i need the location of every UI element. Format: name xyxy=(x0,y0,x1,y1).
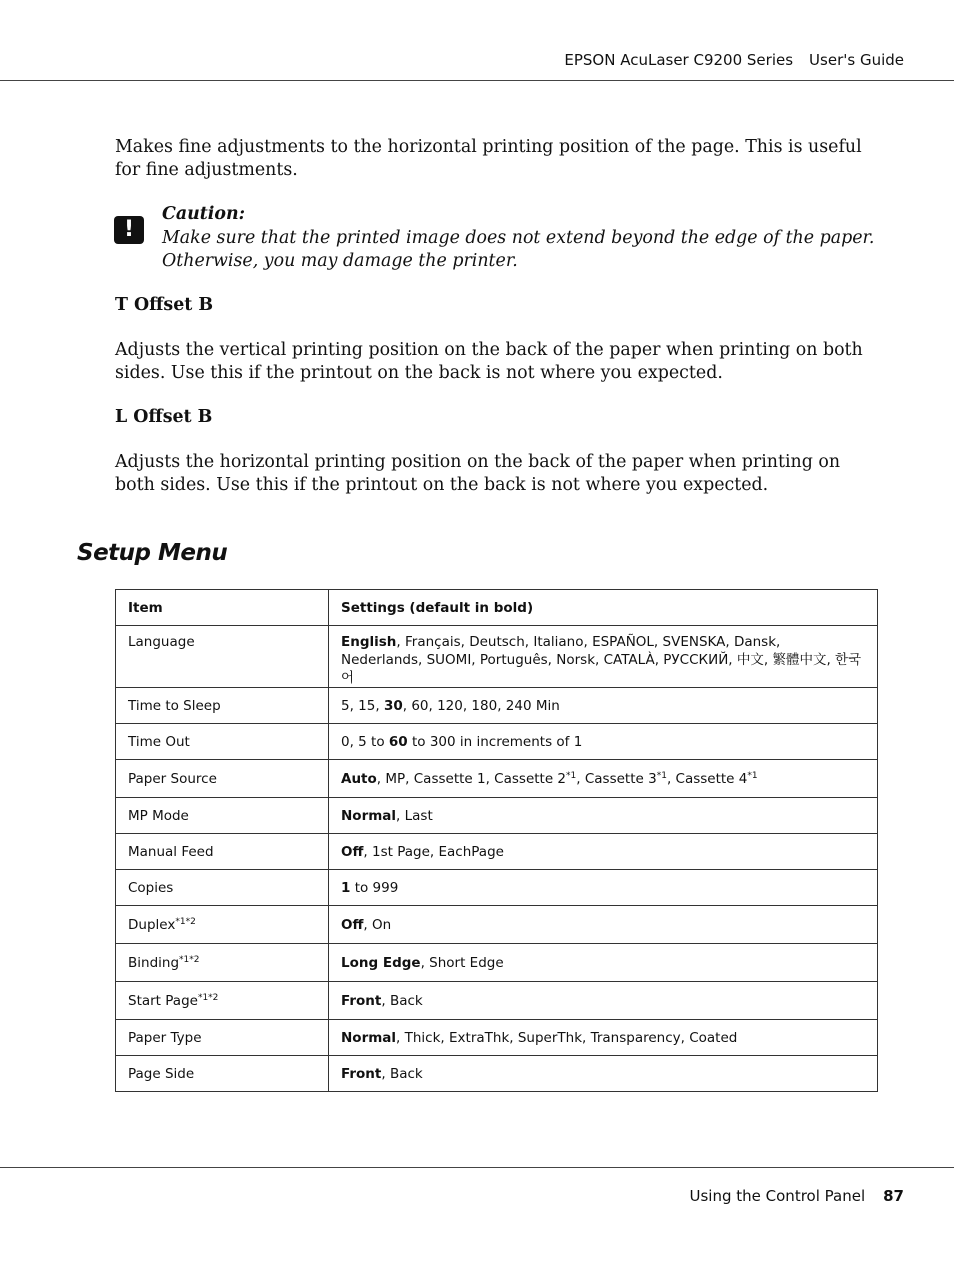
settings-cell xyxy=(329,724,878,760)
header-item: Item xyxy=(116,590,329,626)
default-value: 60 xyxy=(388,733,408,750)
other-values: , MP, Cassette 1, Cassette 2 xyxy=(376,770,567,787)
other-values: , Last xyxy=(396,807,433,824)
item-cell: Paper Type xyxy=(116,1020,329,1056)
table-row xyxy=(116,1056,878,1092)
other-values: , On xyxy=(363,916,392,933)
settings-cell xyxy=(329,760,878,798)
l-offset-b-text: Adjusts the horizontal printing position on the back of the paper when printing on both sides. Use this if the printout on the back is not where you expected. xyxy=(115,452,841,495)
other-values: , Short Edge xyxy=(420,954,504,971)
table-row xyxy=(116,982,878,1020)
footnote-marker: *1*2 xyxy=(197,992,219,1003)
item-cell xyxy=(116,982,329,1020)
settings-cell xyxy=(329,626,878,688)
other-values: , Français, Deutsch, Italiano, ESPAÑOL, SVENSKA, Dansk, Nederlands, SUOMI, Português, Norsk, CATALÀ, РУССКИЙ, 中文, 繁體中文, 한국어 xyxy=(341,634,862,686)
other-values: , Cassette 4 xyxy=(666,770,748,787)
table-row xyxy=(116,760,878,798)
caution-title: Caution: xyxy=(162,204,246,224)
item-cell xyxy=(116,906,329,944)
footer-rule xyxy=(0,1167,954,1168)
default-value: Long Edge xyxy=(341,954,421,971)
settings-cell xyxy=(329,1020,878,1056)
footnote-marker: *1*2 xyxy=(179,954,200,965)
header-guide: User's Guide xyxy=(809,51,904,69)
item-cell: Manual Feed xyxy=(116,834,329,870)
default-value: 1 xyxy=(341,879,351,896)
table-row xyxy=(116,834,878,870)
footnote-marker: *1*2 xyxy=(175,916,196,927)
settings-cell xyxy=(329,982,878,1020)
item-cell: Time Out xyxy=(116,724,329,760)
l-offset-b-heading: L Offset B xyxy=(115,407,213,427)
footnote-marker: *1 xyxy=(566,770,577,781)
page-footer xyxy=(690,1187,904,1205)
default-value: Normal xyxy=(341,807,397,824)
other-values: , Back xyxy=(381,1065,423,1082)
t-offset-b-heading: T Offset B xyxy=(115,295,214,315)
footnote-marker: *1 xyxy=(747,770,758,781)
header-product: EPSON AcuLaser C9200 Series xyxy=(564,51,794,69)
settings-cell xyxy=(329,1056,878,1092)
default-value: 30 xyxy=(383,697,403,714)
other-values: to 999 xyxy=(350,879,399,896)
caution-text: Make sure that the printed image does not extend beyond the edge of the paper. Otherwise, you may damage the printer. xyxy=(162,228,875,271)
settings-cell xyxy=(329,906,878,944)
table-row xyxy=(116,1020,878,1056)
settings-cell xyxy=(329,944,878,982)
header-settings: Settings (default in bold) xyxy=(329,590,878,626)
table-row xyxy=(116,626,878,688)
section-title: Setup Menu xyxy=(77,540,228,566)
item-cell: Language xyxy=(116,626,329,688)
settings-cell xyxy=(329,870,878,906)
header-rule xyxy=(0,80,954,81)
default-value: Off xyxy=(341,843,364,860)
default-value: Off xyxy=(341,916,364,933)
leading-values: 0, 5 to xyxy=(341,733,389,750)
table-row xyxy=(116,870,878,906)
table-row xyxy=(116,724,878,760)
table-row xyxy=(116,944,878,982)
exclamation-icon: ! xyxy=(114,216,144,244)
default-value: Front xyxy=(341,992,382,1009)
page-header xyxy=(564,51,904,69)
table-row xyxy=(116,906,878,944)
item-cell: Time to Sleep xyxy=(116,688,329,724)
other-values: , Back xyxy=(381,992,423,1009)
t-offset-b-text: Adjusts the vertical printing position on the back of the paper when printing on both sides. Use this if the printout on the back is not where you expected. xyxy=(115,340,863,383)
other-values: , 1st Page, EachPage xyxy=(363,843,504,860)
footnote-marker: *1 xyxy=(656,770,667,781)
item-cell xyxy=(116,944,329,982)
page-number: 87 xyxy=(883,1187,904,1205)
setup-menu-table xyxy=(115,589,878,1092)
settings-cell xyxy=(329,798,878,834)
item-label: Duplex xyxy=(128,916,176,933)
settings-cell xyxy=(329,688,878,724)
footer-section: Using the Control Panel xyxy=(689,1187,866,1205)
default-value: Normal xyxy=(341,1029,397,1046)
item-cell: Copies xyxy=(116,870,329,906)
settings-cell xyxy=(329,834,878,870)
table-row xyxy=(116,798,878,834)
intro-paragraph: Makes fine adjustments to the horizontal printing position of the page. This is useful for fine adjustments. xyxy=(115,137,862,180)
table-header-row xyxy=(116,590,878,626)
item-cell: Page Side xyxy=(116,1056,329,1092)
other-values: , Cassette 3 xyxy=(576,770,657,787)
default-value: Auto xyxy=(341,770,377,787)
item-cell: Paper Source xyxy=(116,760,329,798)
table-row xyxy=(116,688,878,724)
item-label: Binding xyxy=(128,954,180,971)
other-values: to 300 in increments of 1 xyxy=(407,733,583,750)
item-label: Start Page xyxy=(128,992,198,1009)
other-values: , 60, 120, 180, 240 Min xyxy=(402,697,560,714)
leading-values: 5, 15, xyxy=(341,697,384,714)
default-value: Front xyxy=(341,1065,382,1082)
other-values: , Thick, ExtraThk, SuperThk, Transparency, Coated xyxy=(396,1029,738,1046)
default-value: English xyxy=(341,634,397,650)
item-cell: MP Mode xyxy=(116,798,329,834)
